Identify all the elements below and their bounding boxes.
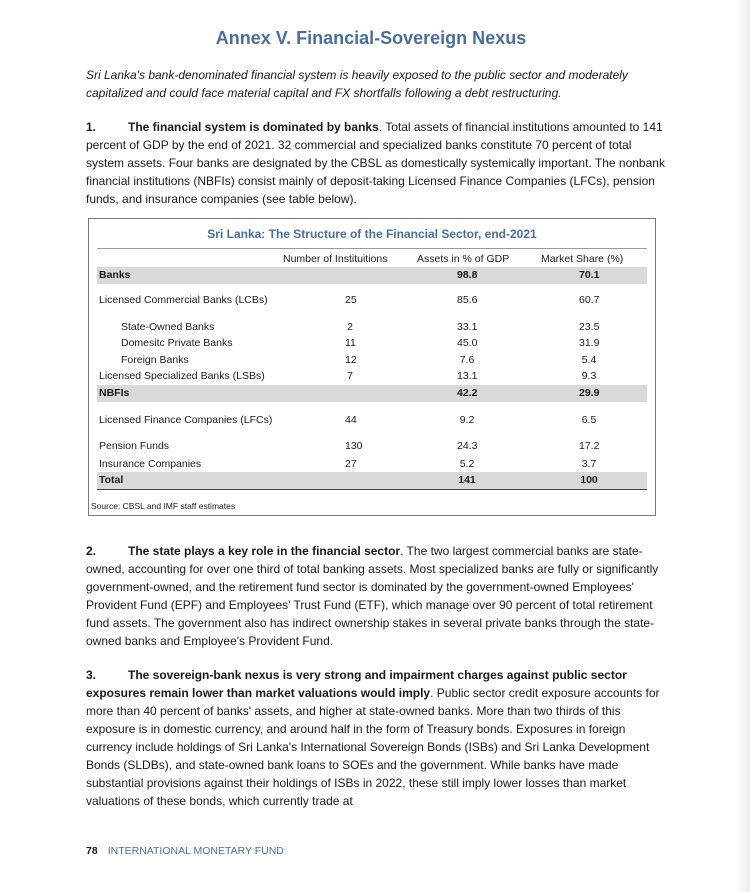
table-row-pension-funds	[97, 438, 647, 455]
row-label: NBFIs	[99, 387, 130, 399]
table-row-nbfis	[97, 385, 647, 402]
paragraph-number: 1.	[86, 120, 97, 134]
table-row-lfcs	[97, 412, 647, 429]
row-market-share: 6.5	[581, 414, 597, 426]
row-market-share: 5.4	[581, 354, 597, 366]
table-row-lsbs	[97, 368, 647, 385]
row-label: Foreign Banks	[121, 354, 189, 366]
row-label: Licensed Finance Companies (LFCs)	[99, 414, 273, 426]
footer-org: INTERNATIONAL MONETARY FUND	[107, 845, 284, 857]
row-market-share: 23.5	[579, 321, 600, 333]
table-source-note: Source: CBSL and IMF staff estimates	[91, 501, 236, 511]
row-assets-gdp: 7.6	[459, 354, 475, 366]
table-header-row	[97, 251, 647, 268]
page-number: 78	[86, 845, 98, 857]
table-row-state-owned	[97, 319, 647, 336]
table-row-banks	[97, 267, 647, 284]
row-label: Total	[99, 474, 124, 486]
table-title-rule	[97, 248, 647, 249]
row-assets-gdp: 85.6	[457, 294, 478, 306]
row-assets-gdp: 9.2	[459, 414, 475, 426]
table-row-domestic-private	[97, 335, 647, 352]
row-market-share: 31.9	[579, 337, 600, 349]
header-assets-gdp: Assets in % of GDP	[417, 253, 510, 265]
header-institutions: Number of Instituitions	[283, 253, 388, 265]
paragraph-3	[86, 666, 666, 810]
row-label: Domesitc Private Banks	[121, 337, 233, 349]
row-assets-gdp: 42.2	[457, 387, 478, 399]
row-market-share: 17.2	[579, 440, 600, 452]
row-label: Pension Funds	[99, 440, 170, 452]
row-market-share: 70.1	[579, 269, 600, 281]
row-institutions: 7	[347, 370, 353, 382]
table-row-lcbs	[97, 292, 647, 309]
row-label: Licensed Commercial Banks (LCBs)	[99, 294, 268, 306]
row-institutions: 12	[345, 354, 357, 366]
paragraph-body: . Total assets of financial institutions amounted to 141 percent of GDP by the end of 2021. 32 commercial and specialized banks constitute 70 percent of total system assets. Four banks are designated by the CBSL as domestically systemically important. The nonbank financial institutions (NBFIs) consist mainly of deposit-taking Licensed Finance Companies (LFCs), pension funds, and insurance companies (see table below).	[86, 120, 665, 206]
table-row-insurance	[97, 456, 647, 473]
row-market-share: 60.7	[579, 294, 600, 306]
row-market-share: 29.9	[579, 387, 600, 399]
row-label: State-Owned Banks	[121, 321, 215, 333]
row-institutions: 130	[345, 440, 363, 452]
page-edge-shadow	[736, 0, 750, 892]
table-row-foreign	[97, 352, 647, 369]
page-title: Annex V. Financial-Sovereign Nexus	[215, 28, 527, 48]
row-institutions: 2	[347, 321, 353, 333]
row-assets-gdp: 5.2	[459, 458, 475, 470]
row-assets-gdp: 98.8	[457, 269, 478, 281]
row-market-share: 100	[580, 474, 598, 486]
paragraph-body: . The two largest commercial banks are state-owned, accounting for over one third of total banking assets. Most specialized banks are fully or significantly government-owned, and the retirement fund sector is dominated by the government-owned Employees' Provident Fund (EPF) and Employees' Trust Fund (ETF), which manage over 90 percent of total retirement fund assets. The government also has indirect ownership stakes in several private banks through the state-owned banks and Employee's Provident Fund.	[86, 544, 659, 648]
row-institutions: 44	[345, 414, 357, 426]
table-title: Sri Lanka: The Structure of the Financial Sector, end-2021	[207, 227, 537, 241]
table-row-total	[97, 472, 647, 490]
row-market-share: 3.7	[581, 458, 597, 470]
row-institutions: 11	[345, 337, 356, 349]
page-footer	[86, 845, 284, 857]
paragraph-lead: The financial system is dominated by banks	[128, 120, 379, 134]
row-assets-gdp: 24.3	[457, 440, 478, 452]
paragraph-lead: The state plays a key role in the financial sector	[128, 544, 401, 558]
intro-summary: Sri Lanka's bank-denominated financial system is heavily exposed to the public sector and moderately capitalized and could face material capital and FX shortfalls following a debt restructuring.	[86, 68, 628, 100]
paragraph-number: 2.	[86, 544, 97, 558]
row-assets-gdp: 45.0	[457, 337, 478, 349]
row-label: Banks	[99, 269, 131, 281]
paragraph-1	[86, 118, 666, 208]
row-institutions: 27	[345, 458, 357, 470]
row-assets-gdp: 33.1	[457, 321, 478, 333]
row-assets-gdp: 13.1	[457, 370, 478, 382]
paragraph-2	[86, 542, 666, 650]
row-market-share: 9.3	[581, 370, 597, 382]
row-assets-gdp: 141	[458, 474, 476, 486]
row-label: Licensed Specialized Banks (LSBs)	[99, 370, 265, 382]
paragraph-number: 3.	[86, 668, 97, 682]
row-label: Insurance Companies	[99, 458, 202, 470]
paragraph-body: . Public sector credit exposure accounts for more than 40 percent of banks' assets, and higher at state-owned banks. More than two thirds of this exposure is in domestic currency, and around half in the form of Treasury bonds. Exposures in foreign currency include holdings of Sri Lanka's International Sovereign Bonds (ISBs) and Sri Lanka Development Bonds (SLDBs), and state-owned bank loans to SOEs and the government. While banks have made substantial provisions against their holdings of ISBs in 2022, these still imply lower losses than market valuations of these bonds, which currently trade at	[86, 686, 660, 808]
row-institutions: 25	[345, 294, 357, 306]
paragraph-lead: The sovereign-bank nexus is very strong and impairment charges against public sector exposures remain lower than market valuations would imply	[86, 668, 627, 700]
financial-sector-table	[88, 218, 656, 516]
header-market-share: Market Share (%)	[541, 253, 624, 265]
